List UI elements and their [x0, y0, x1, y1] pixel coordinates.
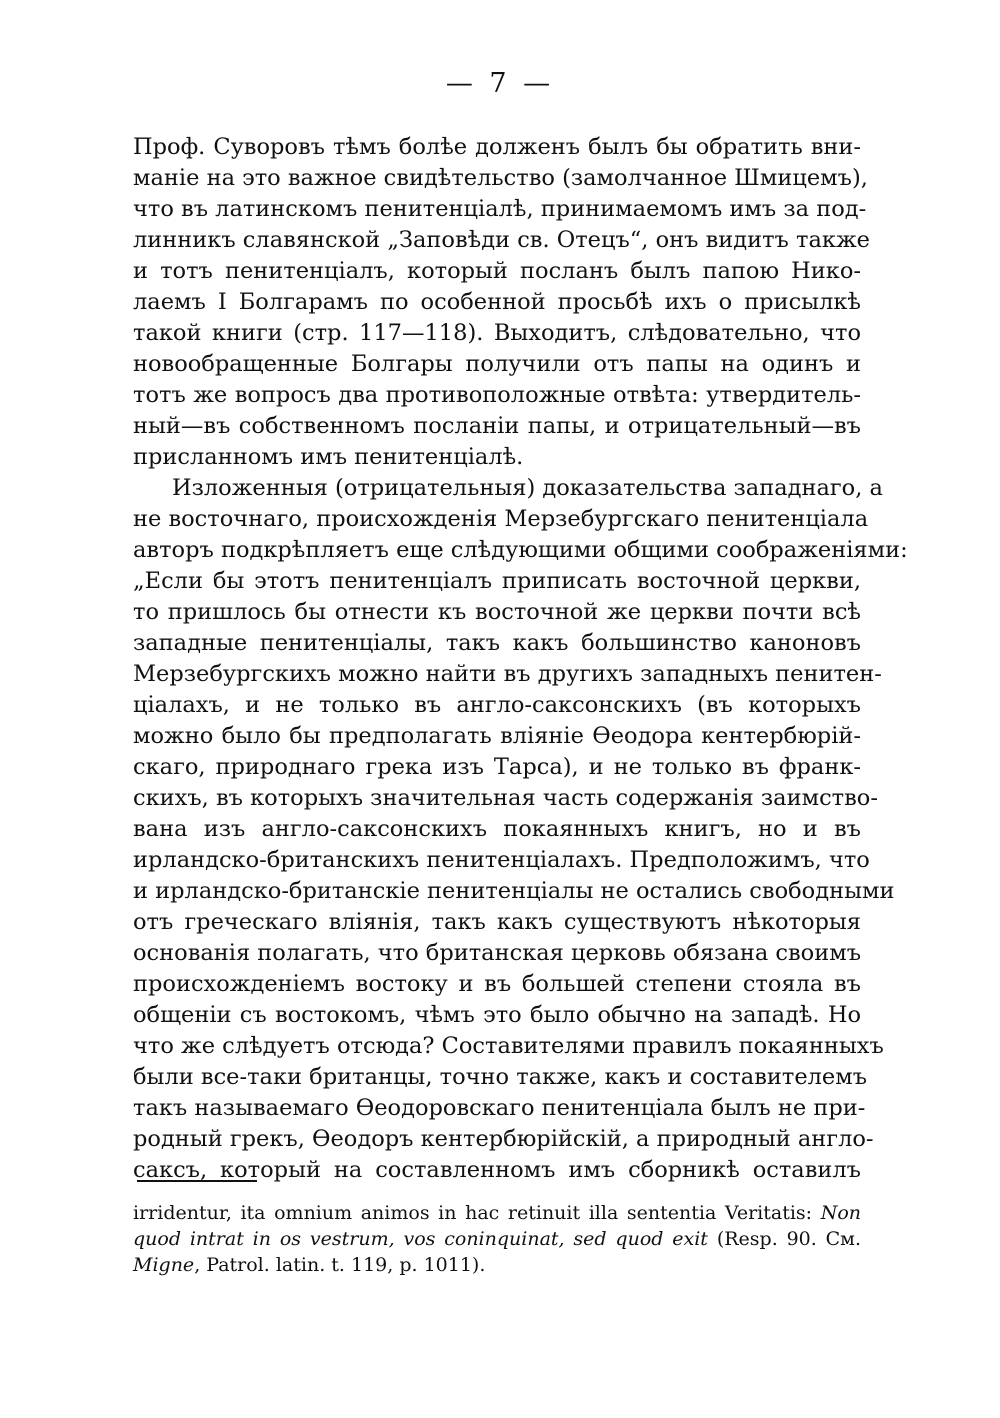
text-line: родный грекъ, Ѳеодоръ кентербюрійскій, а природный англо-	[133, 1126, 874, 1152]
text-line: скаго, природнаго грека изъ Тарса), и не только въ франк-	[133, 754, 861, 780]
text-line: происхожденіемъ востоку и въ большей степени стояла въ	[133, 971, 861, 997]
text-line: что же слѣдуетъ отсюда? Составителями правилъ покаянныхъ	[133, 1033, 884, 1059]
page-number: — 7 —	[445, 68, 555, 99]
footnote-rule	[137, 1180, 257, 1182]
text-line: общеніи съ востокомъ, чѣмъ это было обычно на западѣ. Но	[133, 1002, 861, 1028]
text-line: можно было бы предполагать вліяніе Ѳеодора кентербюрій-	[133, 723, 861, 749]
footnote-italic: Migne	[133, 1254, 195, 1276]
text-line: отъ греческаго вліянія, такъ какъ существуютъ нѣкоторыя	[133, 909, 861, 935]
text-line: тотъ же вопросъ два противоположные отвѣта: утвердитель-	[133, 382, 861, 408]
text-line: что въ латинскомъ пенитенціалѣ, принимаемомъ имъ за под-	[133, 196, 867, 222]
footnote-line	[133, 1200, 861, 1226]
text-line: ный—въ собственномъ посланіи папы, и отрицательный—въ	[133, 413, 861, 439]
text-line: основанія полагать, что британская церковь обязана своимъ	[133, 940, 862, 966]
text-line: были все-таки британцы, точно также, какъ и составителемъ	[133, 1064, 868, 1090]
text-line: западные пенитенціалы, такъ какъ большинство каноновъ	[133, 630, 861, 656]
footnote-text: (Resp. 90. Cм.	[716, 1228, 861, 1250]
footnote-text: , Patrol. latin. t. 119, p. 1011).	[194, 1254, 486, 1276]
text-line: саксъ, который на составленномъ имъ сборникѣ оставилъ	[133, 1157, 861, 1183]
text-line: авторъ подкрѣпляетъ еще слѣдующими общими соображеніями:	[133, 537, 908, 563]
text-line: то пришлось бы отнести къ восточной же церкви почти всѣ	[133, 599, 861, 625]
text-line: и ирландско-британскіе пенитенціалы не остались свободными	[133, 878, 895, 904]
text-line: Мерзебургскихъ можно найти въ другихъ западныхъ пенитен-	[133, 661, 882, 687]
footnote-italic: quod intrat in os vestrum, vos coninquinat, sed quod exit	[133, 1228, 708, 1250]
text-line: и тотъ пенитенціалъ, который посланъ былъ папою Нико-	[133, 258, 861, 284]
footnote-line	[133, 1226, 861, 1252]
text-line: маніе на это важное свидѣтельство (замолчанное Шмицемъ),	[133, 165, 868, 191]
text-line: „Если бы этотъ пенитенціалъ приписать восточной церкви,	[133, 568, 861, 594]
text-line: скихъ, въ которыхъ значительная часть содержанія заимство-	[133, 785, 878, 811]
footnote-text: irridentur, ita omnium animos in hac retinuit illa sententia Veritatis:	[133, 1202, 813, 1224]
text-line: такъ называемаго Ѳеодоровскаго пенитенціала былъ не при-	[133, 1095, 866, 1121]
text-line: линникъ славянской „Заповѣди св. Отецъ“, онъ видитъ также	[133, 227, 870, 253]
text-line: не восточнаго, происхожденія Мерзебургскаго пенитенціала	[133, 506, 869, 532]
text-line: ирландско-британскихъ пенитенціалахъ. Предположимъ, что	[133, 847, 870, 873]
text-line: вана изъ англо-саксонскихъ покаянныхъ книгъ, но и въ	[133, 816, 861, 842]
footnote-line	[133, 1252, 861, 1278]
footnote-italic: Non	[820, 1202, 861, 1224]
text-line: присланномъ имъ пенитенціалѣ.	[133, 444, 524, 470]
text-line: новообращенные Болгары получили отъ папы на одинъ и	[133, 351, 861, 377]
text-line: ціалахъ, и не только въ англо-саксонскихъ (въ которыхъ	[133, 692, 861, 718]
text-line: такой книги (стр. 117—118). Выходитъ, слѣдовательно, что	[133, 320, 861, 346]
text-line: лаемъ I Болгарамъ по особенной просьбѣ ихъ о присылкѣ	[133, 289, 861, 315]
paragraph-first-line: Изложенныя (отрицательныя) доказательства западнаго, а	[172, 475, 883, 501]
text-line: Проф. Суворовъ тѣмъ болѣе долженъ былъ бы обратить вни-	[133, 134, 861, 160]
